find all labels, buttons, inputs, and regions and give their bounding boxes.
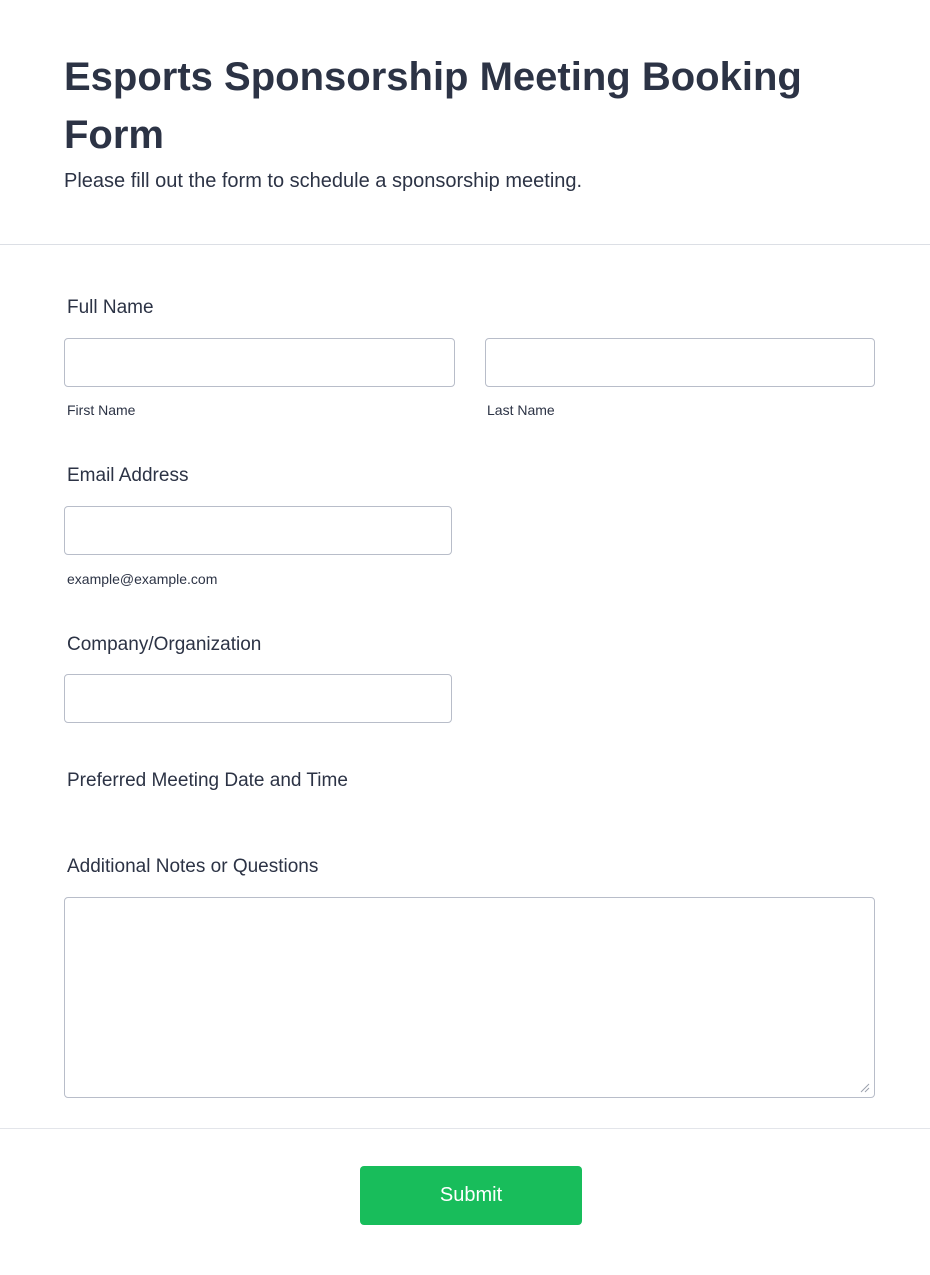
last-name-input[interactable]: [485, 338, 875, 387]
last-name-sublabel: Last Name: [487, 402, 555, 418]
full-name-label: Full Name: [67, 297, 154, 318]
company-input[interactable]: [64, 674, 452, 723]
company-label: Company/Organization: [67, 634, 262, 655]
notes-label: Additional Notes or Questions: [67, 856, 319, 877]
first-name-sublabel: First Name: [67, 402, 136, 418]
form-header: [0, 0, 930, 245]
email-label: Email Address: [67, 465, 189, 486]
email-input[interactable]: [64, 506, 452, 555]
page-subtitle: Please fill out the form to schedule a sponsorship meeting.: [64, 170, 583, 192]
meeting-datetime-label: Preferred Meeting Date and Time: [67, 770, 348, 791]
first-name-input[interactable]: [64, 338, 455, 387]
notes-textarea[interactable]: [64, 897, 875, 1098]
email-sublabel: example@example.com: [67, 571, 218, 587]
submit-button[interactable]: Submit: [360, 1166, 582, 1225]
footer-divider: [0, 1128, 930, 1129]
resize-handle-icon[interactable]: [858, 1081, 870, 1093]
page-title: Esports Sponsorship Meeting Booking Form: [64, 55, 802, 157]
